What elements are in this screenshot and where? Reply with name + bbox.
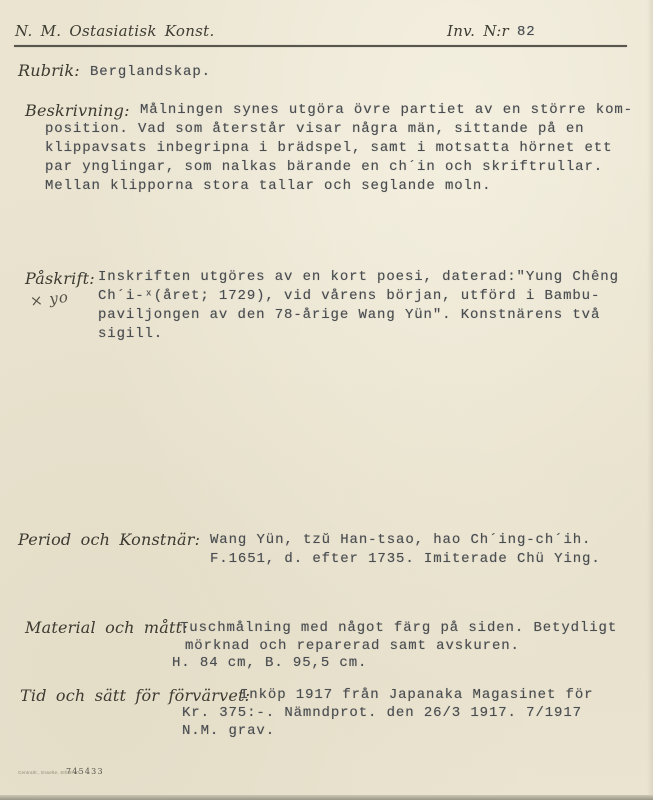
rubrik-value: Berglandskap. [90,64,211,80]
printer-imprint: Centraltr., Esselte, Sthlm 37 [18,770,80,775]
handwritten-annotation: × yo [29,287,70,311]
period-text-line: Wang Yün, tzŭ Han-tsao, hao Ch´ing-ch´ih. [210,532,592,548]
period-label: Period och Konstnär: [18,530,201,549]
paskrift-text-line: paviljongen av den 78-årige Wang Yün". Konstnärens två [98,307,601,323]
card-header-title: N. M. Ostasiatisk Konst. [15,22,215,40]
paskrift-label: Påskrift: [25,269,95,288]
material-text-line: H. 84 cm, B. 95,5 cm. [172,655,368,671]
material-text-line: Tuschmålning med något färg på siden. Betydligt [180,620,618,636]
acquisition-text-line: Inköp 1917 från Japanaka Magasinet för [240,687,594,703]
acquisition-label: Tid och sätt för förvärvet: [20,686,251,705]
beskrivning-text-line: position. Vad som återstår visar några män, sittande på en [45,121,585,137]
beskrivning-text-line: klippavsats inbegripna i brädspel, samt i motsatta hörnet ett [45,140,613,156]
inventory-number-label: Inv. N:r [447,22,510,40]
paskrift-text-line: sigill. [98,326,164,342]
rubrik-label: Rubrik: [18,61,80,80]
header-rule [14,45,627,47]
imprint-number: 745433 [66,767,104,776]
paskrift-text-line: Ch´i-ˣ(året; 1729), vid vårens början, utförd i Bambu- [98,288,601,304]
beskrivning-text-line: Målningen synes utgöra övre partiet av en större kom- [140,102,633,118]
acquisition-text-line: N.M. grav. [182,723,276,739]
paper-bottom-edge [0,795,653,800]
beskrivning-text-line: Mellan klipporna stora tallar och seglande moln. [45,178,492,194]
paper-right-edge-shadow [647,0,653,800]
material-text-line: mörknad och reparerad samt avskuren. [185,638,520,654]
beskrivning-label: Beskrivning: [25,101,130,120]
paskrift-text-line: Inskriften utgöres av en kort poesi, daterad:"Yung Chêng [98,269,619,285]
acquisition-text-line: Kr. 375:-. Nämndprot. den 26/3 1917. 7/1917 [182,705,582,721]
inventory-number-value: 82 [517,24,536,40]
material-label: Material och mått: [25,618,188,637]
period-text-line: F.1651, d. efter 1735. Imiterade Chü Ying. [210,551,601,567]
beskrivning-text-line: par ynglingar, som nalkas bärande en ch´in och skriftrullar. [45,159,604,175]
